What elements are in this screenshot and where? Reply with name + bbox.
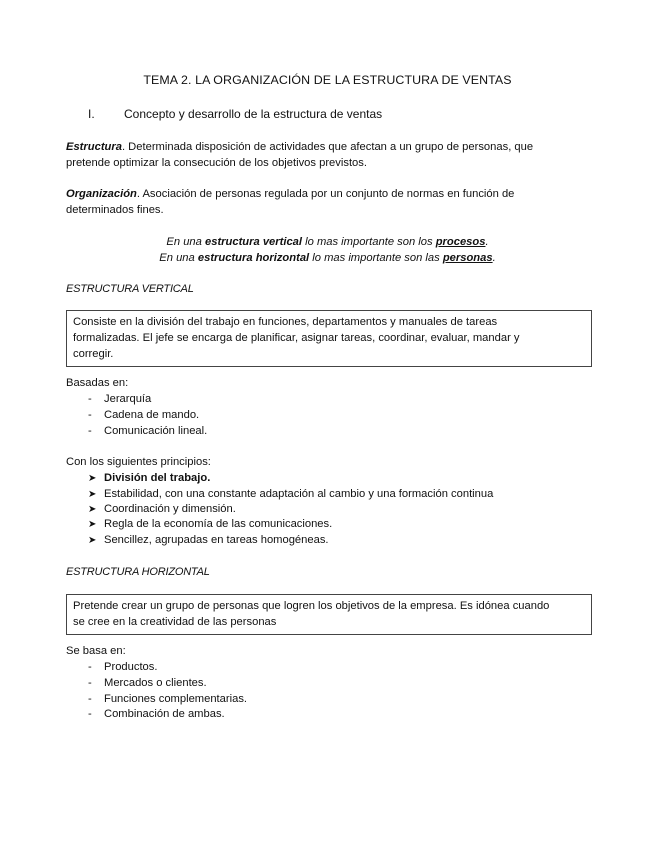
list-item: - Funciones complementarias. — [88, 693, 248, 705]
arrow-bullet-icon: ➤ — [88, 519, 97, 530]
horizontal-comparison-line: En una estructura horizontal lo mas importante son las personas. — [159, 252, 496, 264]
list-item: - Productos. — [88, 661, 158, 673]
organizacion-definition: Organización. Asociación de personas regulada por un conjunto de normas en función de determinados fines. — [66, 188, 515, 216]
principios-label: Con los siguientes principios: — [66, 456, 211, 468]
list-item: - Combinación de ambas. — [88, 708, 225, 720]
list-item: - Mercados o clientes. — [88, 677, 207, 689]
horizontal-heading: ESTRUCTURA HORIZONTAL — [66, 566, 210, 578]
page-title: TEMA 2. LA ORGANIZACIÓN DE LA ESTRUCTURA DE VENTAS — [143, 73, 512, 87]
list-item: - Jerarquía — [88, 393, 152, 405]
estructura-term: Estructura — [66, 141, 122, 153]
arrow-bullet-icon: ➤ — [88, 489, 97, 500]
arrow-bullet-icon: ➤ — [88, 535, 97, 546]
principle-item: ➤ División del trabajo. — [88, 470, 210, 487]
arrow-bullet-icon: ➤ — [88, 504, 97, 515]
principle-item: ➤ Sencillez, agrupadas en tareas homogéneas. — [88, 532, 329, 549]
basa-label: Se basa en: — [66, 645, 126, 657]
organizacion-term: Organización — [66, 188, 137, 200]
principle-item: ➤ Regla de la economía de las comunicaciones. — [88, 516, 332, 533]
section-heading: Concepto y desarrollo de la estructura de ventas — [124, 107, 383, 121]
list-item: - Cadena de mando. — [88, 409, 200, 421]
section-number: I. — [88, 107, 95, 121]
principle-item: ➤ Coordinación y dimensión. — [88, 501, 236, 518]
basadas-label: Basadas en: — [66, 377, 129, 389]
vertical-description-box: Consiste en la división del trabajo en funciones, departamentos y manuales de tareas formalizadas. El jefe se encarga de planificar, asignar tareas, coordinar, evaluar, mandar y corregir. — [66, 310, 592, 367]
horizontal-description-box: Pretende crear un grupo de personas que logren los objetivos de la empresa. Es idónea cuando se cree en la creatividad de las personas — [66, 594, 592, 635]
arrow-bullet-icon: ➤ — [88, 473, 97, 484]
list-item: - Comunicación lineal. — [88, 425, 208, 437]
vertical-comparison-line: En una estructura vertical lo mas importante son los procesos. — [166, 236, 489, 248]
vertical-heading: ESTRUCTURA VERTICAL — [66, 283, 194, 295]
estructura-definition: Estructura. Determinada disposición de actividades que afectan a un grupo de personas, que pretende optimizar la consecución de los objetivos previstos. — [66, 141, 534, 169]
principle-item: ➤ Estabilidad, con una constante adaptación al cambio y una formación continua — [88, 486, 493, 503]
